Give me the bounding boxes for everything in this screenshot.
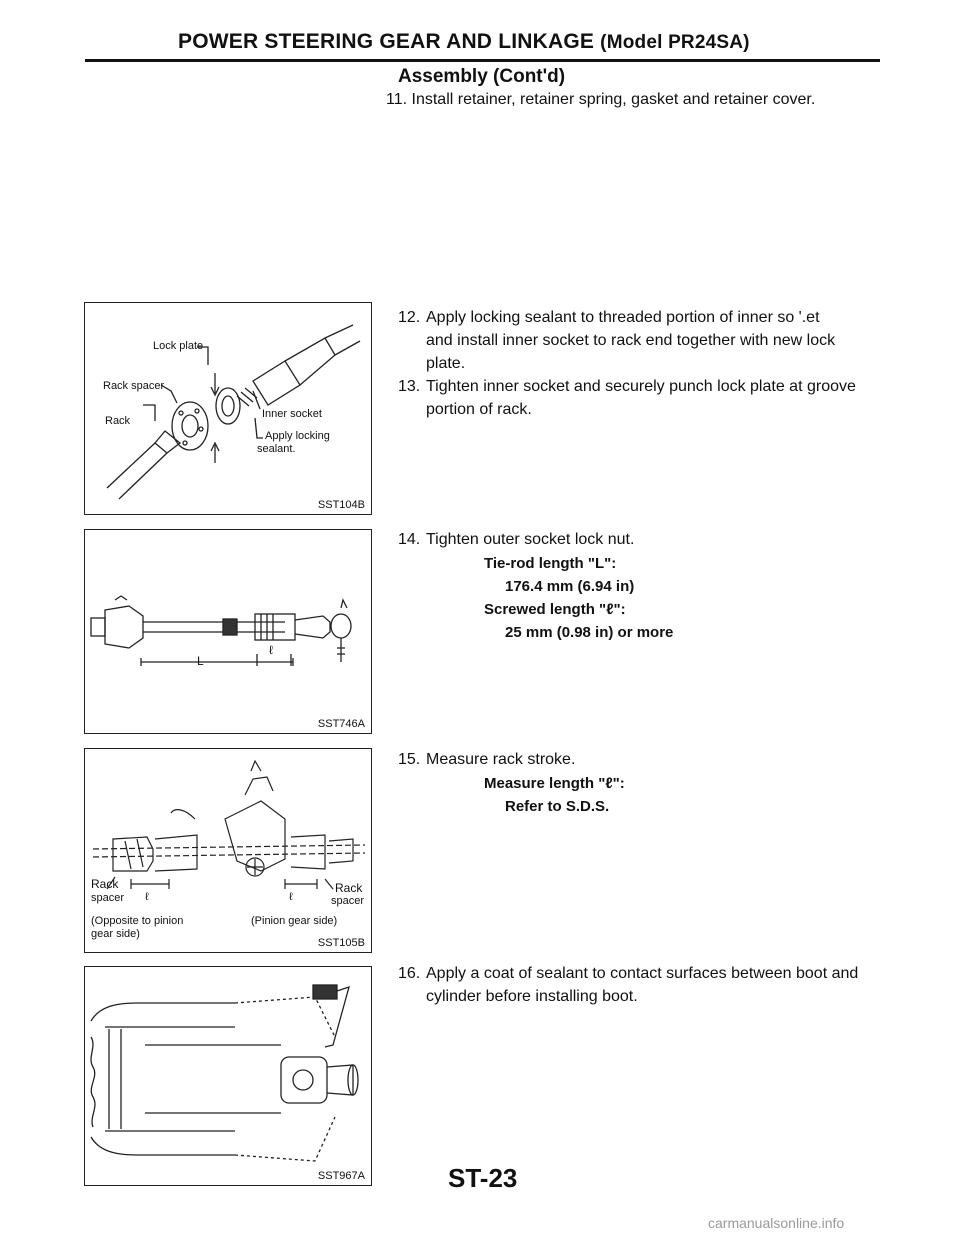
figure-inner-socket [84,302,372,515]
step-12-line-2: and install inner socket to rack end together with new lock [426,332,836,349]
step-13-line-1: Tighten inner socket and securely punch lock plate at groove [426,378,856,395]
label-pinion-gear-side: (Pinion gear side) [251,915,338,927]
label-spacer-left: spacer [91,892,125,904]
step-14-text: Tighten outer socket lock nut. [426,531,635,548]
header-title [178,30,750,54]
step-16-line-1: Apply a coat of sealant to contact surfaces between boot and [426,965,859,982]
step-16-line-2: cylinder before installing boot. [426,988,638,1005]
step-15-text: Measure rack stroke. [426,751,576,768]
figure-boot-sealant [84,966,372,1186]
step-12-number: 12. [398,309,421,326]
header-rule [85,59,880,62]
step-16 [398,962,858,1008]
step-14-number: 14. [398,531,421,548]
figure-code-sst967a: SST967A [317,1170,365,1182]
figure-tie-rod-drawing [85,530,373,735]
step-12-line-3: plate. [426,355,466,372]
header-model: (Model PR24SA) [600,32,750,53]
step-15-number: 15. [398,751,421,768]
figure-code-sst104b: SST104B [317,499,365,511]
label-opposite-pinion: (Opposite to pinion [91,915,184,927]
step-11-number: 11. [386,91,408,108]
figure-inner-socket-drawing [85,303,373,516]
label-L: L [197,654,204,668]
figure-boot-drawing [85,967,373,1187]
label-rack-left: Rack [91,877,119,891]
label-sealant: sealant. [257,443,296,455]
step-12-line-1: Apply locking sealant to threaded portion of inner so '.et [426,309,820,326]
tie-rod-length-value: 176.4 mm (6.94 in) [505,578,635,595]
step-16-number: 16. [398,965,421,982]
step-13 [398,375,856,421]
label-lock-plate: Lock plate [153,340,204,352]
label-l-right: ℓ [289,891,293,903]
step-13-line-2: portion of rack. [426,401,532,418]
step-15 [398,748,575,771]
label-apply-locking: Apply locking [265,430,330,442]
label-l-screwed: ℓ [269,643,273,657]
label-inner-socket: Inner socket [262,408,322,420]
label-rack-spacer: Rack spacer [103,380,165,392]
step-11-text: Install retainer, retainer spring, gasket and retainer cover. [411,91,816,108]
figure-code-sst746a: SST746A [317,718,365,730]
step-11 [386,88,815,111]
page-number: ST-23 [448,1163,518,1193]
figure-code-sst105b: SST105B [317,937,365,949]
screwed-length-value: 25 mm (0.98 in) or more [505,624,674,641]
label-rack: Rack [105,415,131,427]
label-l-left: ℓ [145,891,149,903]
figure-rack-stroke [84,748,372,953]
step-13-number: 13. [398,378,421,395]
tie-rod-length-label: Tie-rod length "L": [484,555,617,572]
section-title: Assembly (Cont'd) [398,66,566,87]
label-rack-right: Rack [335,881,363,895]
measure-length-label: Measure length "ℓ": [484,775,625,792]
label-spacer-right: spacer [331,895,365,907]
figure-tie-rod-length [84,529,372,734]
screwed-length-label: Screwed length "ℓ": [484,601,626,618]
watermark: carmanualsonline.info [708,1215,845,1231]
step-14 [398,528,634,551]
header-title-main: POWER STEERING GEAR AND LINKAGE [178,30,595,53]
measure-length-value: Refer to S.D.S. [505,798,610,815]
step-12 [398,306,878,375]
label-gear-side: gear side) [91,928,140,940]
